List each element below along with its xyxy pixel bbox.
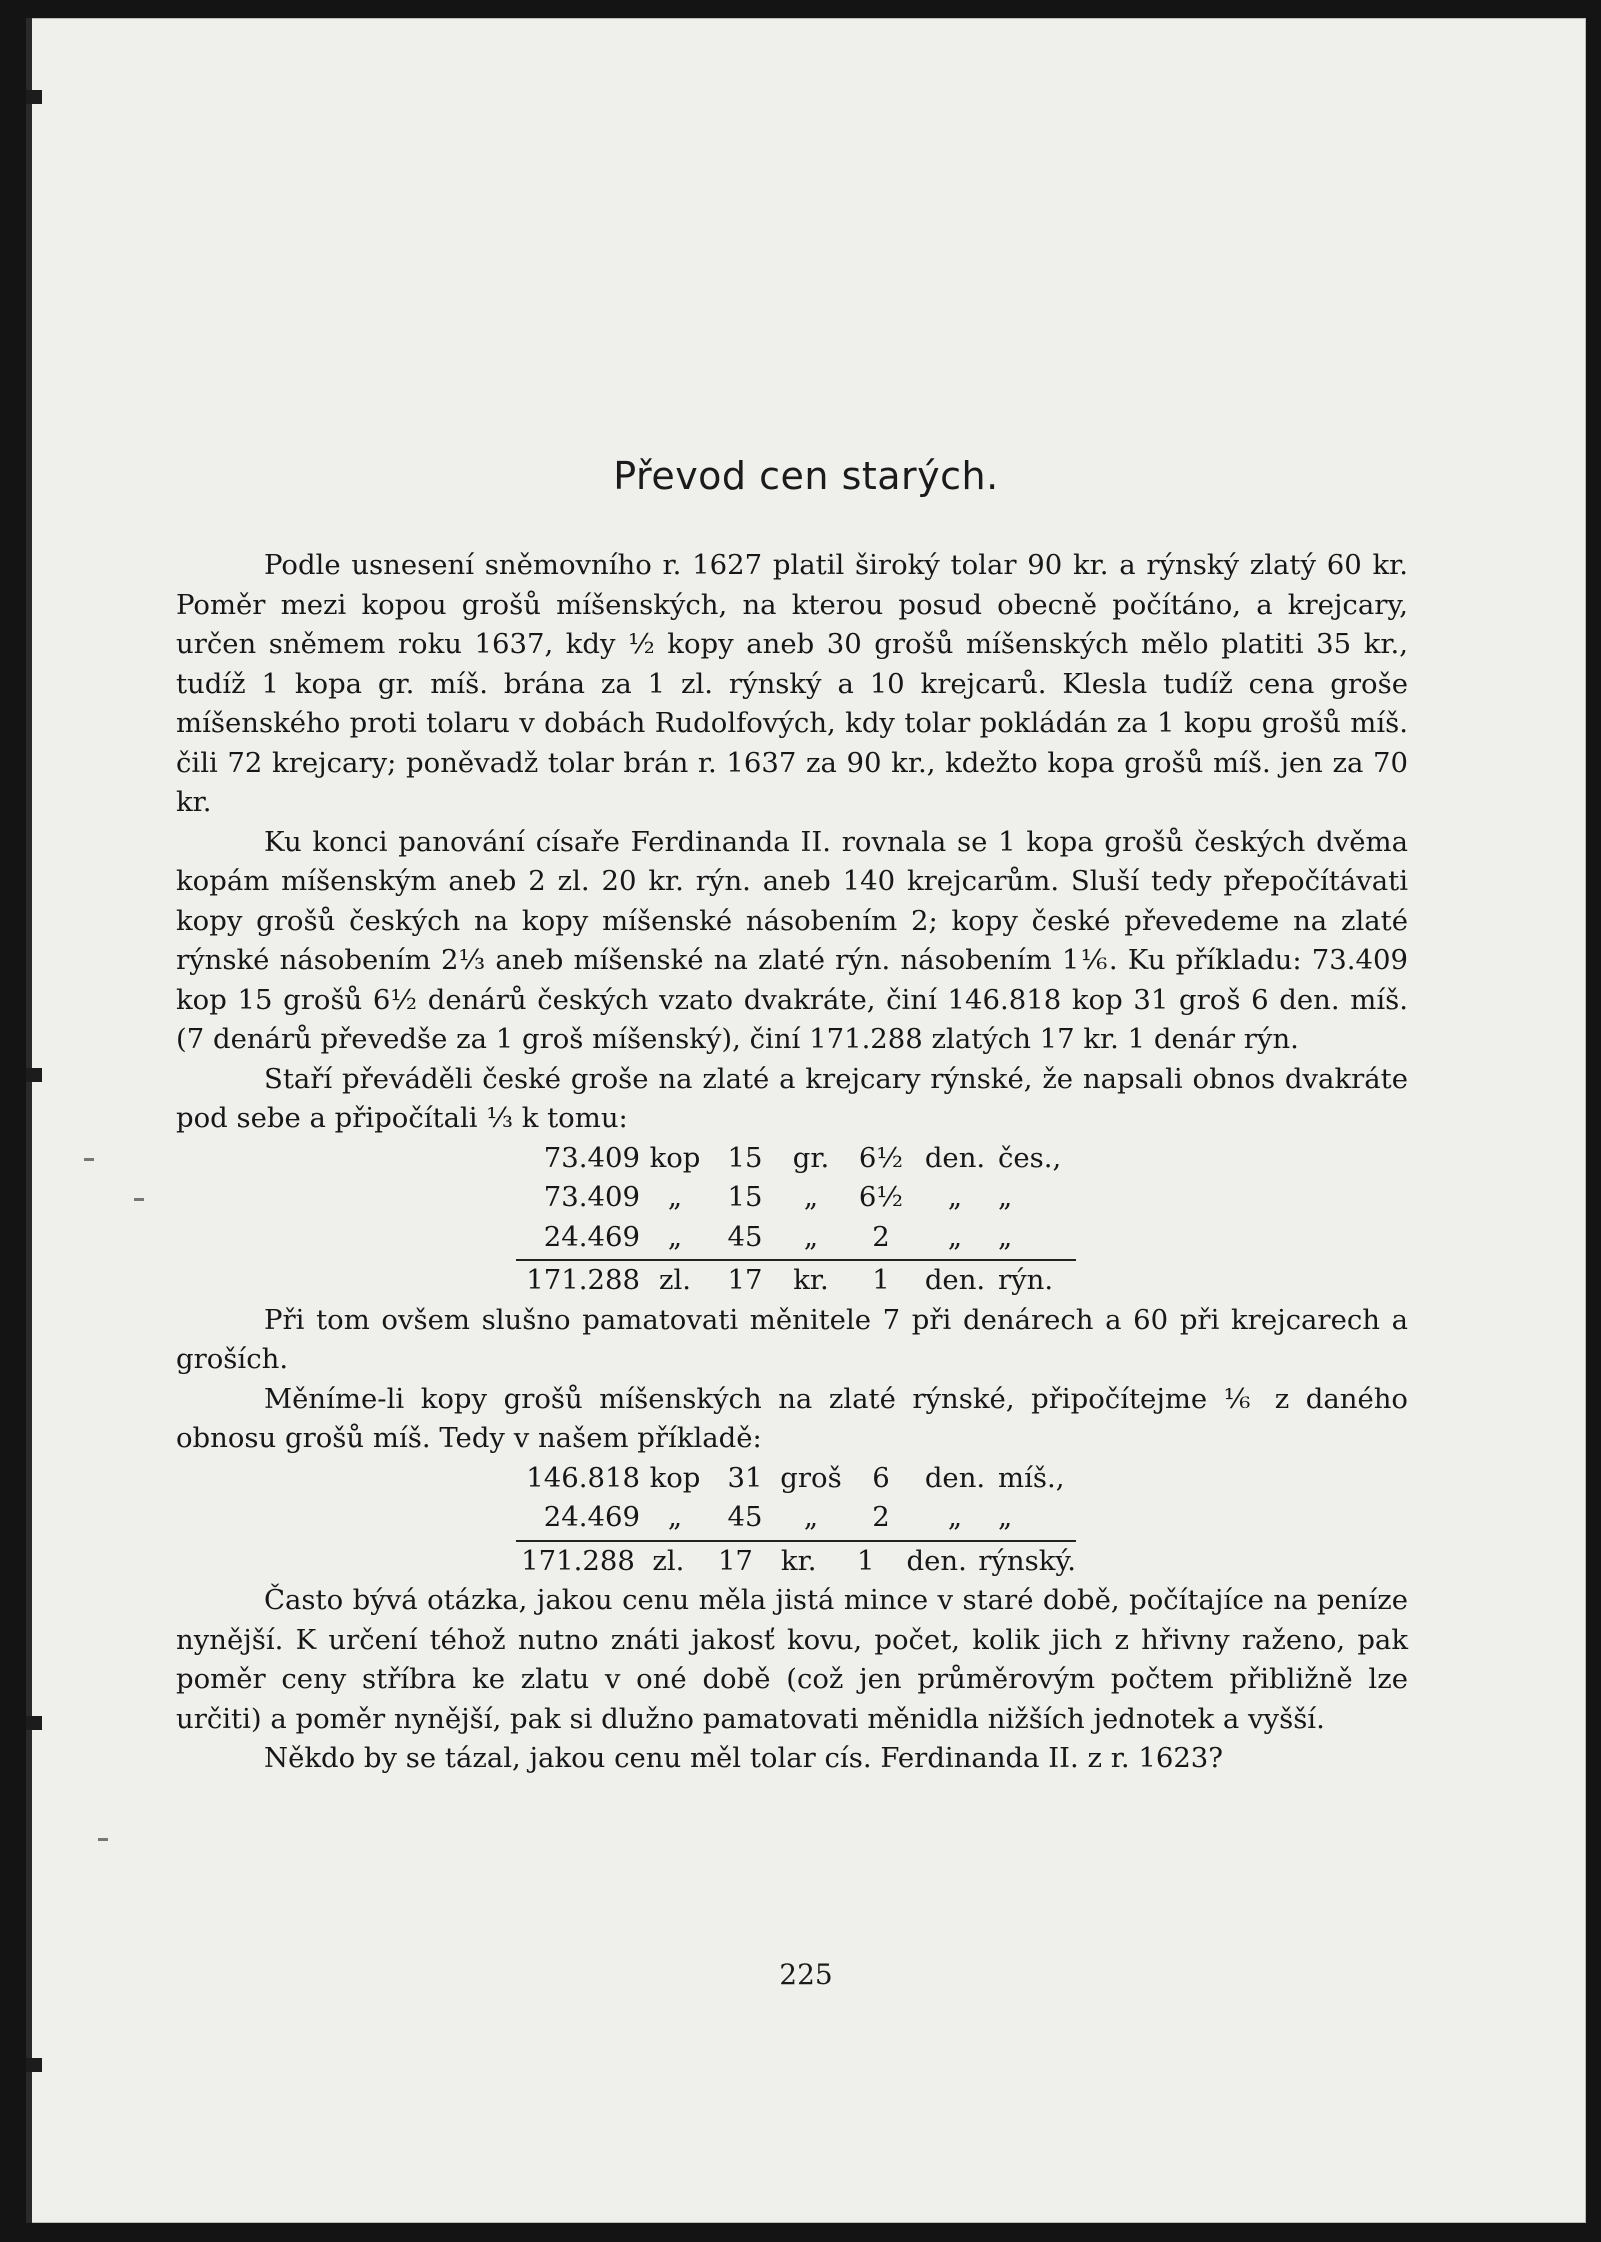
margin-mark (98, 1838, 108, 1841)
paragraph: Ku konci panování císaře Ferdinanda II. rovnala se 1 kopa grošů českých dvěma kopám míšenským aneb 2 zl. 20 kr. rýn. aneb 140 krejcarům. Sluší tedy přepočítávati kopy grošů českých na kopy míšenské násobením 2; kopy české převedeme na zlaté rýnské násobením 2⅓ aneb míšenské na zlaté rýn. násobením 1⅙. Ku příkladu: 73.409 kop 15 grošů 6½ denárů českých vzato dvakráte, činí 146.818 kop 31 groš 6 den. míš. (7 denárů převedše za 1 groš míšenský), činí 171.288 zlatých 17 kr. 1 denár rýn. (176, 825, 1408, 1055)
calc-cell: 15 (727, 1181, 763, 1213)
calc-total-row (516, 1540, 1076, 1582)
calc-cell: 6 (872, 1461, 890, 1494)
paragraph: Podle usnesení sněmovního r. 1627 platil široký tolar 90 kr. a rýnský zlatý 60 kr. Poměr mezi kopou grošů míšenských, na kterou posud obecně počítáno, a krejcary, určen sněmem roku 1637, kdy ½ kopy aneb 30 grošů míšenských mělo platiti 35 kr., tudíž 1 kopa gr. míš. brána za 1 zl. rýnský a 10 krejcarů. Klesla tudíž cena groše míšenského proti tolaru v dobách Rudolfových, kdy tolar pokládán za 1 kopu grošů míš. čili 72 krejcary; poněvadž tolar brán r. 1637 za 90 kr., kdežto kopa grošů míš. jen za 70 kr. (176, 549, 1408, 818)
calc-cell: den. (924, 1264, 986, 1296)
calc-row (516, 1459, 1408, 1499)
calc-cell: 73.409 (543, 1141, 640, 1174)
paragraph: Někdo by se tázal, jakou cenu měl tolar cís. Ferdinanda II. z r. 1623? (264, 1742, 1224, 1774)
calc-cell: 146.818 (526, 1461, 640, 1494)
calc-cell: 17 (717, 1544, 753, 1577)
calc-cell: 2 (872, 1501, 890, 1533)
binding-mark (26, 1716, 42, 1730)
calc-cell: 15 (727, 1141, 763, 1174)
calc-cell: „ (667, 1181, 683, 1213)
calc-cell: den. (906, 1544, 967, 1577)
calc-cell: kr. (793, 1264, 829, 1296)
binding-edge (26, 18, 32, 2223)
calc-row (516, 1139, 1408, 1179)
calc-cell: čes., (998, 1141, 1062, 1174)
calc-cell: rýn. (998, 1264, 1054, 1296)
calc-cell: 73.409 (543, 1181, 640, 1213)
page-number: 225 (779, 1958, 833, 1991)
calc-cell: 17 (727, 1264, 763, 1296)
calc-cell: groš (780, 1461, 842, 1494)
binding-mark (26, 90, 42, 104)
calc-cell: 1 (857, 1544, 875, 1577)
calc-cell: 45 (727, 1501, 763, 1533)
calc-cell: „ (667, 1220, 683, 1253)
calc-cell: „ (998, 1501, 1013, 1533)
calc-cell: den. (924, 1461, 986, 1494)
calc-cell: kop (649, 1141, 701, 1174)
calc-row (516, 1218, 1408, 1258)
calc-cell: 2 (872, 1220, 890, 1253)
calc-cell: kop (649, 1461, 701, 1494)
calc-cell: „ (947, 1220, 963, 1253)
calc-cell: „ (803, 1501, 819, 1533)
calc-row (516, 1498, 1408, 1538)
calc-cell: gr. (792, 1141, 830, 1174)
calc-cell: 24.469 (543, 1220, 640, 1253)
calc-total-row (516, 1259, 1076, 1301)
page-title: Převod cen starých. (613, 454, 999, 498)
calc-cell: 1 (872, 1264, 890, 1296)
paragraph: Při tom ovšem slušno pamatovati měnitele 7 při denárech a 60 při krejcarech a groších. (176, 1303, 1408, 1375)
calc-cell: „ (667, 1501, 683, 1533)
calc-cell: 6½ (858, 1141, 904, 1174)
calc-cell: 24.469 (543, 1501, 640, 1533)
page (26, 18, 1586, 2223)
binding-mark (26, 2058, 42, 2072)
calculation-table-1 (516, 1139, 1408, 1301)
calculation-table-2 (516, 1459, 1408, 1582)
calc-row (516, 1178, 1408, 1218)
calc-cell: rýnský. (978, 1544, 1077, 1577)
calc-cell: „ (803, 1220, 819, 1253)
calc-cell: zl. (652, 1544, 685, 1577)
calc-cell: 171.288 (521, 1544, 635, 1577)
calc-cell: „ (998, 1181, 1013, 1213)
calc-cell: „ (803, 1181, 819, 1213)
margin-mark (84, 1158, 94, 1161)
calc-cell: kr. (780, 1544, 817, 1577)
calc-cell: zl. (658, 1264, 692, 1296)
calc-cell: „ (947, 1501, 963, 1533)
calc-cell: míš., (998, 1461, 1065, 1494)
margin-mark (134, 1198, 144, 1201)
binding-mark (26, 1068, 42, 1082)
calc-cell: „ (998, 1220, 1013, 1253)
text-column (176, 546, 1408, 1779)
calc-cell: „ (947, 1181, 963, 1213)
paragraph: Často bývá otázka, jakou cenu měla jistá mince v staré době, počítajíce na peníze nynější. K určení téhož nutno znáti jakosť kovu, počet, kolik jich z hřivny raženo, pak poměr ceny stříbra ke zlatu v oné době (což jen průměrovým počtem přibližně lze určiti) a poměr nynější, pak si dlužno pamatovati měnidla nižších jednotek a vyšší. (176, 1584, 1408, 1735)
calc-cell: 171.288 (526, 1264, 640, 1296)
calc-cell: den. (924, 1141, 986, 1174)
calc-cell: 31 (727, 1461, 763, 1494)
calc-cell: 45 (727, 1220, 763, 1253)
calc-cell: 6½ (858, 1181, 904, 1213)
paragraph: Staří převáděli české groše na zlaté a krejcary rýnské, že napsali obnos dvakráte pod sebe a připočítali ⅓ k tomu: (176, 1062, 1408, 1134)
paragraph: Měníme-li kopy grošů míšenských na zlaté rýnské, připočítejme ⅙ z daného obnosu grošů míš. Tedy v našem příkladě: (176, 1382, 1408, 1454)
